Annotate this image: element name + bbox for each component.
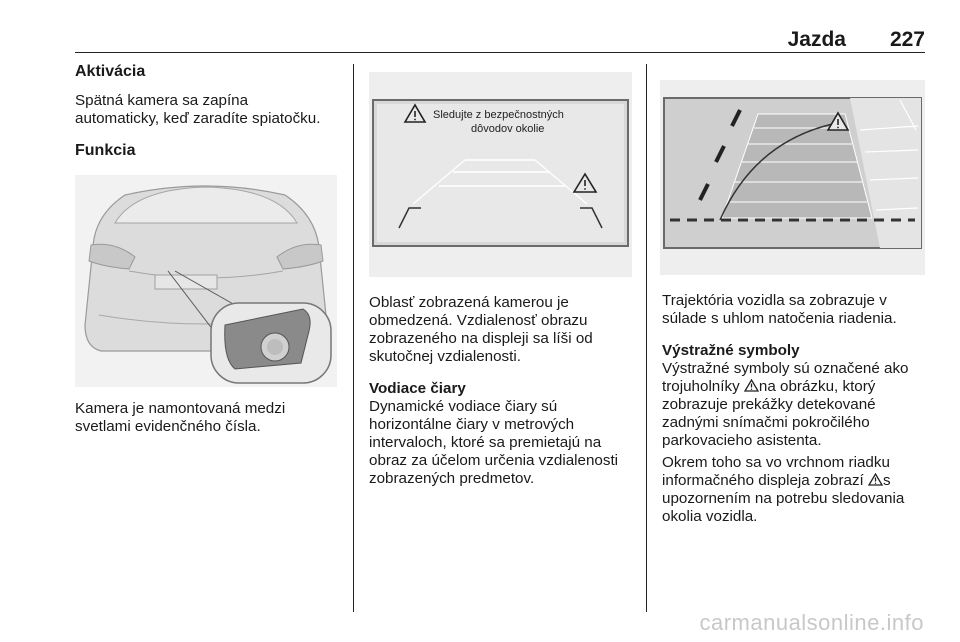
text-line: Trajektória vozidla sa zobrazuje v [662, 292, 887, 309]
text-line: Oblasť zobrazená kamerou je [369, 294, 569, 311]
figure-1-caption [75, 400, 345, 436]
caption-line: svetlami evidenčného čísla. [75, 418, 261, 435]
text-fragment: s [883, 472, 891, 489]
text-line: intervaloch, ktoré sa premietajú na [369, 434, 602, 451]
function-heading: Funkcia [75, 142, 136, 159]
text-line: zobrazeného na displeji sa líši od [369, 330, 593, 347]
car-rear-illustration [75, 175, 337, 387]
header-divider [75, 52, 925, 53]
column-divider-1 [353, 64, 354, 612]
text-line: zobrazených predmetov. [369, 470, 535, 487]
warning-symbols-heading: Výstražné symboly [662, 342, 800, 359]
text-line: upozornením na potrebu sledovania [662, 490, 905, 507]
activation-text-line: automaticky, keď zaradíte spiatočku. [75, 110, 321, 127]
guide-heading: Vodiace čiary [369, 380, 466, 397]
warning-triangle-icon [868, 473, 883, 486]
page-number: 227 [889, 28, 925, 51]
text-line: skutočnej vzdialenosti. [369, 348, 521, 365]
text-line: zadnými snímačmi pokročilého [662, 414, 870, 431]
text-line [662, 378, 932, 396]
column-1 [75, 62, 345, 161]
page-header [75, 28, 925, 52]
text-line: Dynamické vodiace čiary sú [369, 398, 558, 415]
section-title: Jazda [787, 28, 846, 51]
text-line: parkovacieho asistenta. [662, 432, 822, 449]
text-fragment: informačného displeja zobrazí [662, 472, 864, 489]
text-line [662, 472, 932, 490]
text-line: súlade s uhlom natočenia riadenia. [662, 310, 897, 327]
activation-text-line: Spätná kamera sa zapína [75, 92, 249, 109]
trajectory-display-figure [660, 80, 925, 275]
text-fragment: trojuholníky [662, 378, 740, 395]
column-3-text [662, 292, 932, 526]
text-fragment: na obrázku, ktorý [758, 378, 876, 395]
text-line: Výstražné symboly sú označené ako [662, 360, 909, 377]
column-2-text [369, 294, 639, 488]
text-line: horizontálne čiary v metrových [369, 416, 575, 433]
watermark: carmanualsonline.info [699, 610, 924, 635]
text-line: okolia vozidla. [662, 508, 758, 525]
warning-triangle-icon [744, 379, 759, 392]
text-line: zobrazuje prekážky detekované [662, 396, 876, 413]
text-line: Okrem toho sa vo vrchnom riadku [662, 454, 890, 471]
screen-warning-line: Sledujte z bezpečnostných [433, 109, 564, 121]
caption-line: Kamera je namontovaná medzi [75, 400, 286, 417]
screen-warning-line: dôvodov okolie [471, 123, 545, 135]
text-line: obraz za účelom určenia vzdialenosti [369, 452, 619, 469]
column-divider-2 [646, 64, 647, 612]
text-line: obmedzená. Vzdialenosť obrazu [369, 312, 588, 329]
car-rear-camera-figure [75, 175, 337, 387]
activation-heading: Aktivácia [75, 63, 146, 80]
camera-display-figure [369, 72, 632, 277]
